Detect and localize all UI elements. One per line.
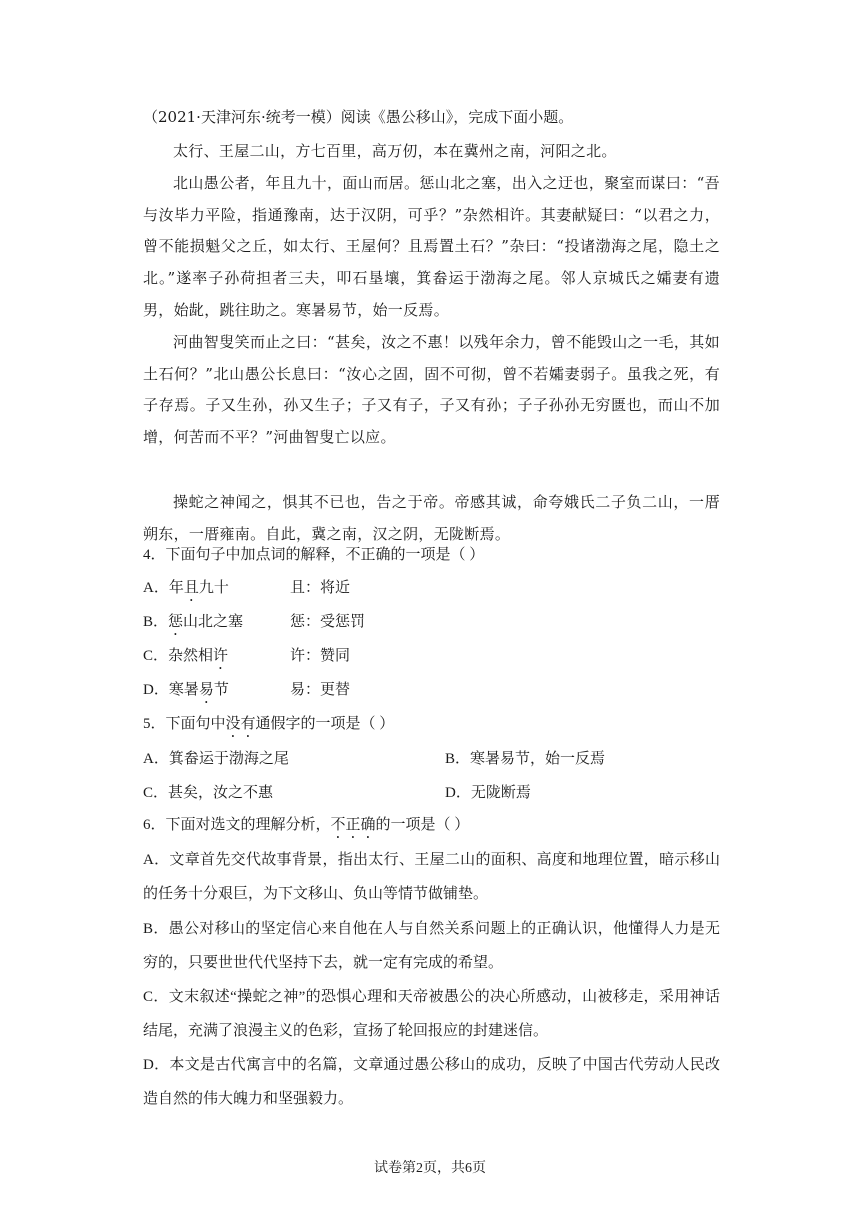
question-header: （2021·天津河东·统考一模）阅读《愚公移山》，完成下面小题。 (143, 108, 574, 126)
option-label: C． (143, 785, 169, 801)
option-label: A． (143, 751, 169, 767)
q4-option-d[interactable]: D．寒暑易节 (143, 682, 229, 698)
q4-option-c-explain: 许：赞同 (290, 648, 351, 664)
q5-option-d[interactable]: D．无陇断焉 (445, 785, 531, 801)
q4-option-c[interactable]: C．杂然相许 (143, 648, 229, 664)
option-label: A． (143, 580, 169, 596)
q4-option-a-explain: 且：将近 (290, 580, 351, 596)
q5-stem: 5．下面句中没有通假字的一项是（ ） (143, 716, 395, 732)
passage-paragraph-2: 北山愚公者，年且九十，面山而居。惩山北之塞，出入之迂也，聚室而谋曰：“吾与汝毕力平险，指通豫南，达于汉阴，可乎？”杂然相许。其妻献疑曰：“以君之力，曾不能损魁父之丘，如太行、王屋何？且焉置土石？”杂曰：“投诸渤海之尾，隐土之北。”遂率子孙荷担者三夫，叩石垦壤，箕畚运于渤海之尾。邻人京城氏之孀妻有遗男，始龀，跳往助之。寒暑易节，始一反焉。 (143, 174, 720, 319)
q6-option-a[interactable]: A．文章首先交代故事背景，指出太行、王屋二山的面积、高度和地理位置，暗示移山的任务十分艰巨，为下文移山、负山等情节做铺垫。 (143, 852, 720, 902)
dotted-word: 不正确 (330, 817, 376, 833)
q4-option-b[interactable]: B．惩山北之塞 (143, 614, 244, 630)
option-label: D． (445, 785, 471, 801)
passage-paragraph-1: 太行、王屋二山，方七百里，高万仞，本在冀州之南，河阳之北。 (173, 142, 617, 160)
page-footer: 试卷第2页，共6页 (374, 1161, 486, 1176)
q6-option-b[interactable]: B．愚公对移山的坚定信心来自他在人与自然关系问题上的正确认识，他懂得人力是无穷的，只要世世代代坚持下去，就一定有完成的希望。 (143, 921, 720, 971)
q4-option-b-explain: 惩：受惩罚 (290, 614, 366, 630)
dotted-word: 没有 (225, 716, 256, 732)
passage-paragraph-4: 操蛇之神闻之，惧其不已也，告之于帝。帝感其诚，命夸娥氏二子负二山，一厝朔东，一厝雍南。自此，冀之南，汉之阴，无陇断焉。 (143, 493, 720, 543)
q5-option-a[interactable]: A．箕畚运于渤海之尾 (143, 751, 289, 767)
dotted-word: 许 (213, 648, 229, 664)
q5-option-c[interactable]: C．甚矣，汝之不惠 (143, 785, 274, 801)
q4-option-a[interactable]: A．年且九十 (143, 580, 229, 596)
q6-stem: 6．下面对选文的理解分析，不正确的一项是（ ） (143, 817, 470, 833)
dotted-word: 惩 (168, 614, 184, 630)
passage-paragraph-3: 河曲智叟笑而止之曰：“甚矣，汝之不惠！以残年余力，曾不能毁山之一毛，其如土石何？”北山愚公长息曰：“汝心之固，固不可彻，曾不若孀妻弱子。虽我之死，有子存焉。子又生孙，孙又生子；子又有子，子又有孙；子子孙孙无穷匮也，而山不加增，何苦而不平？”河曲智叟亡以应。 (143, 333, 720, 447)
option-label: C． (143, 648, 169, 664)
option-label: D． (143, 682, 169, 698)
option-label: B． (143, 614, 169, 630)
q4-stem: 4．下面句子中加点词的解释，不正确的一项是（ ） (143, 547, 485, 563)
q6-option-c[interactable]: C．文末叙述“操蛇之神”的恐惧心理和天帝被愚公的决心所感动，山被移走，采用神话结尾，充满了浪漫主义的色彩，宣扬了轮回报应的封建迷信。 (143, 989, 720, 1039)
q5-option-b[interactable]: B．寒暑易节，始一反焉 (445, 751, 606, 767)
dotted-word: 且 (183, 580, 199, 596)
q6-option-d[interactable]: D．本文是古代寓言中的名篇，文章通过愚公移山的成功，反映了中国古代劳动人民改造自然的伟大魄力和坚强毅力。 (143, 1057, 720, 1107)
option-label: B． (445, 751, 471, 767)
q4-option-d-explain: 易：更替 (290, 682, 351, 698)
dotted-word: 易 (198, 682, 214, 698)
